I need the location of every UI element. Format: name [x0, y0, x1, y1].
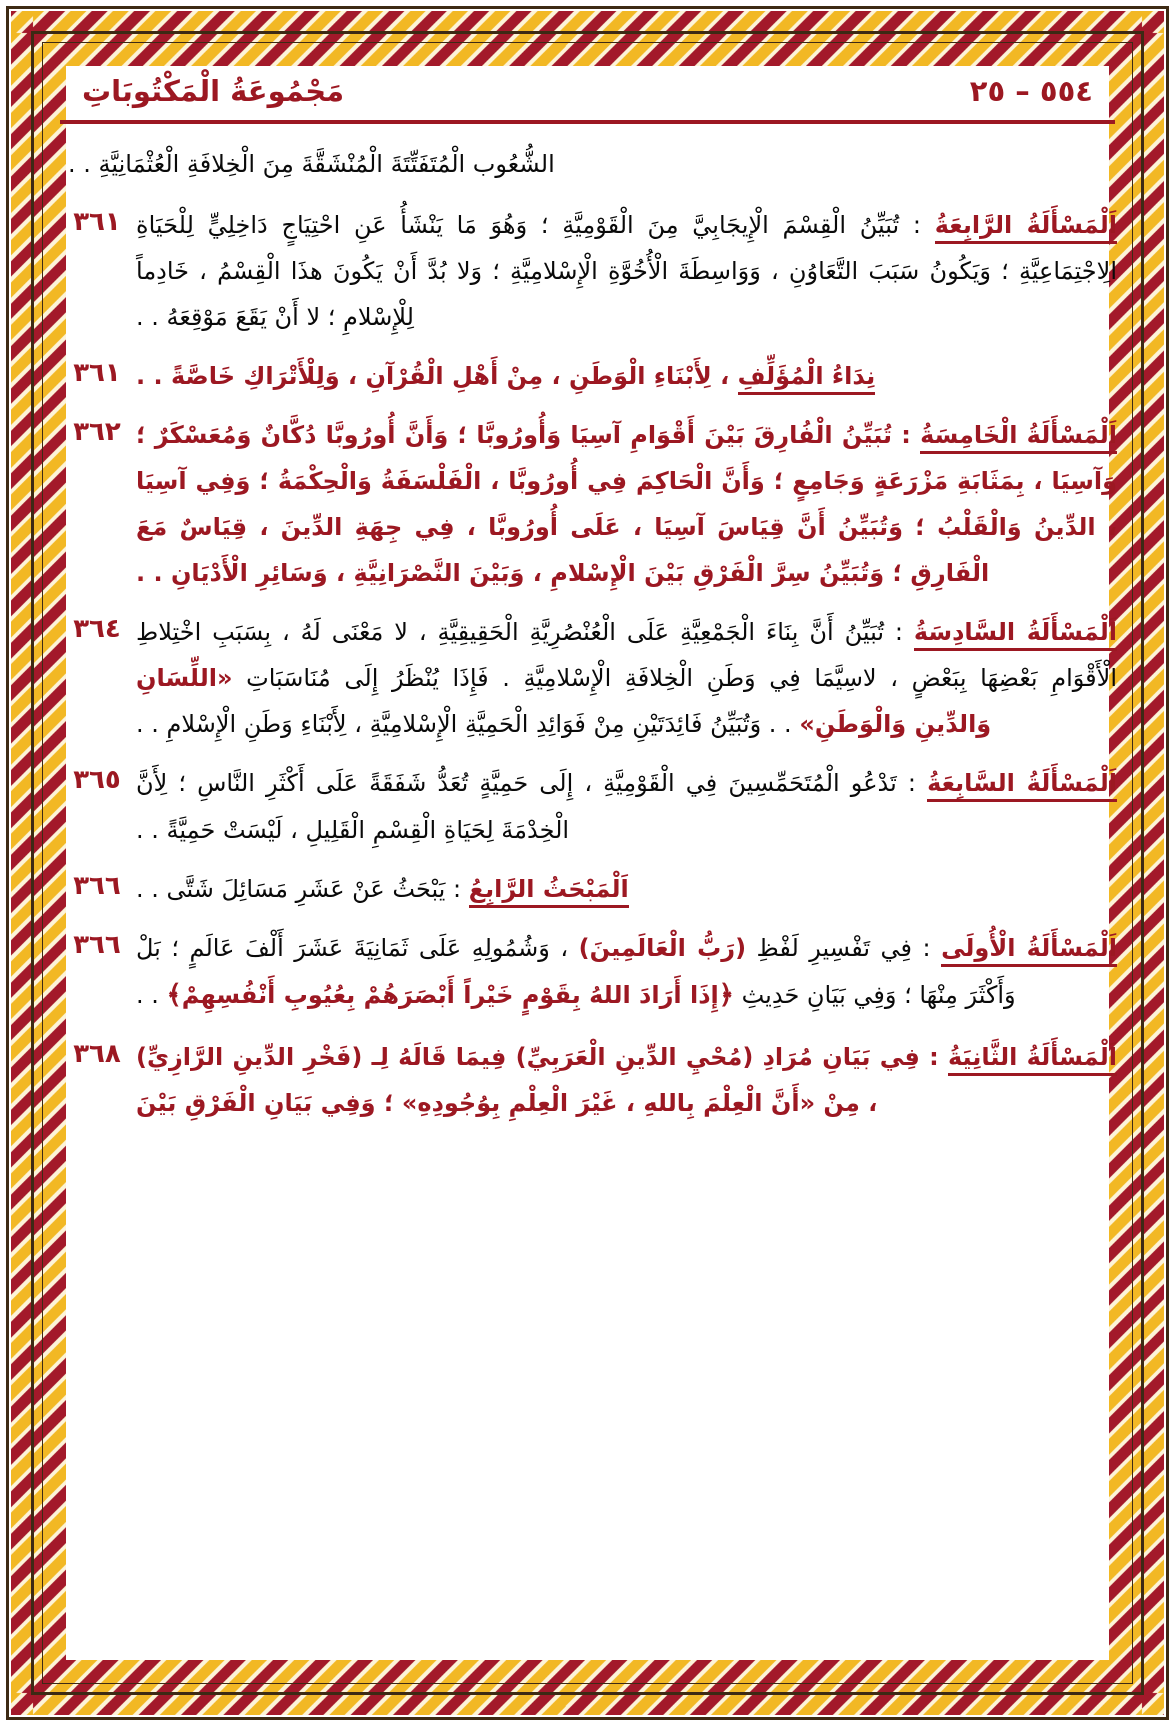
heading-separator: : — [892, 420, 921, 449]
toc-entry-heading: اَلْمَسْأَلَةُ السَّادِسَةُ — [914, 618, 1117, 651]
heading-separator: : — [896, 769, 928, 798]
highlighted-phrase: (رَبُّ الْعَالَمِينَ) — [578, 933, 747, 962]
toc-entry-heading: اَلْمَسْأَلَةُ الرَّابِعَةُ — [935, 211, 1117, 244]
page-content — [52, 50, 1123, 1674]
toc-entry[interactable] — [58, 925, 1117, 1021]
toc-entry-list — [52, 142, 1123, 1126]
toc-entry-page-number: ٣٦١ — [73, 206, 121, 237]
toc-entry-description: تُبَيِّنُ أَنَّ بِنَاءَ الْجَمْعِيَّةِ عَلَى الْعُنْصُرِيَّةِ الْحَقِيقِيَّةِ ، لا مَعْنَى لَهُ ، بِسَبَبِ اخْتِلاطِ الْأَقْوَامِ بَعْضِهَا بِبَعْضٍ ، لاسِيَّمَا فِي وَطَنِ الْخِلافَةِ الْإِسْلامِيَّةِ . فَإِذَا يُنْظَرُ إِلَى مُنَاسَبَاتِ — [136, 618, 1117, 693]
toc-entry-description: فِي تَفْسِيرِ لَفْظِ — [746, 933, 913, 962]
toc-entry[interactable] — [58, 202, 1117, 340]
toc-entry[interactable] — [58, 353, 1117, 399]
toc-entry-heading: اَلْمَبْحَثُ الرَّابِعُ — [469, 875, 629, 908]
toc-entry-page-number: ٣٦٢ — [73, 416, 121, 447]
highlighted-phrase: «اللِّسَانِ وَالدِّينِ وَالْوَطَنِ» — [136, 664, 992, 739]
toc-entry-heading: اَلْمَسْأَلَةُ الثَّانِيَةُ — [948, 1043, 1117, 1076]
page-header — [52, 50, 1123, 108]
toc-entry-text — [136, 1034, 1117, 1126]
toc-entry-description: تَدْعُو الْمُتَحَمِّسِينَ فِي الْقَوْمِيَّةِ ، إِلَى حَمِيَّةٍ تُعَدُّ شَفَقَةً عَلَى أَكْثَرِ النَّاسِ ؛ لِأَنَّ الْخِدْمَةَ لِحَيَاةِ الْقِسْمِ الْقَلِيلِ ، لَيْسَتْ حَمِيَّةً . . — [136, 769, 897, 844]
entries-host — [58, 202, 1117, 1126]
toc-entry-heading: اَلْمَسْأَلَةُ السَّابِعَةُ — [927, 769, 1117, 802]
heading-separator: ، — [711, 361, 738, 390]
heading-separator: : — [884, 618, 914, 647]
toc-entry-page-number: ٣٦٨ — [73, 1038, 121, 1069]
toc-entry-heading: نِدَاءُ الْمُؤَلِّفِ — [738, 362, 876, 395]
heading-separator: : — [912, 933, 942, 962]
toc-entry-text — [136, 412, 1117, 596]
page-number: ٥٥٤ – ٢٥ — [969, 74, 1093, 108]
toc-entry-description-cont: ، وَشُمُولِهِ عَلَى ثَمَانِيَةَ عَشَرَ أَلْفَ عَالَمٍ ؛ بَلْ وَأَكْثَرَ مِنْهَا ؛ وَفِي بَيَانِ حَدِيثِ — [136, 933, 1016, 1009]
toc-entry-heading: اَلْمَسْأَلَةُ الْخَامِسَةُ — [920, 421, 1117, 454]
toc-entry-page-number: ٣٦٤ — [73, 614, 121, 645]
toc-entry-description-end: . . — [136, 980, 167, 1009]
hadith-quote: إِذَا أَرَادَ اللهُ بِقَوْمٍ خَيْراً أَبْصَرَهُمْ بِعُيُوبِ أَنْفُسِهِمْ — [181, 980, 719, 1009]
toc-entry-text — [136, 202, 1117, 340]
toc-entry-text — [136, 925, 1117, 1021]
hadith-close-ornament-icon: ﴾ — [166, 979, 182, 1010]
header-divider-rule — [60, 120, 1115, 124]
toc-entry-text — [136, 353, 1117, 399]
toc-entry-description: تُبَيِّنُ الْفُارِقَ بَيْنَ أَقْوَامِ آسِيَا وَأُورُوبَّا ؛ وَأَنَّ أُورُوبَّا دُكَّانٌ وَمُعَسْكَرٌ ؛ وَآسِيَا ، بِمَثَابَةِ مَزْرَعَةٍ وَجَامِعٍ ؛ وَأَنَّ الْحَاكِمَ فِي أُورُوبَّا ، الْفَلْسَفَةُ وَالْحِكْمَةُ ؛ وَفِي آسِيَا ، الدِّينُ وَالْقَلْبُ ؛ وَتُبَيِّنُ أَنَّ قِيَاسَ آسِيَا ، عَلَى أُورُوبَّا ، فِي جِهَةِ الدِّينَ ، قِيَاسٌ مَعَ الْفَارِقِ ؛ وَتُبَيِّنُ سِرَّ الْفَرْقِ بَيْنَ الْإِسْلامِ ، وَبَيْنَ النَّصْرَانِيَّةِ ، وَسَائِرِ الْأَدْيَانِ . . — [136, 420, 1117, 588]
heading-separator: : — [445, 874, 469, 903]
toc-entry[interactable] — [58, 760, 1117, 852]
toc-entry-description: لِأَبْنَاءِ الْوَطَنِ ، مِنْ أَهْلِ الْقُرْآنِ ، وَلِلْأَتْرَاكِ خَاصَّةً . . — [136, 361, 712, 390]
heading-separator: : — [919, 1042, 948, 1071]
toc-entry[interactable] — [58, 412, 1117, 596]
toc-entry-page-number: ٣٦١ — [73, 357, 121, 388]
toc-entry-text — [136, 760, 1117, 852]
toc-entry[interactable] — [58, 609, 1117, 747]
toc-entry-description: تُبَيِّنُ الْقِسْمَ الْإِيجَابِيَّ مِنَ الْقَوْمِيَّةِ ؛ وَهُوَ مَا يَنْشَأُ عَنِ احْتِيَاجٍ دَاخِلِيٍّ لِلْحَيَاةِ الِاجْتِمَاعِيَّةِ ؛ وَيَكُونُ سَبَبَ التَّعَاوُنِ ، وَوَاسِطَةَ الْأُخُوَّةِ الْإِسْلامِيَّةِ ؛ وَلا بُدَّ أَنْ يَكُونَ هذَا الْقِسْمُ ، خَادِماً لِلْإِسْلامِ ؛ لا أَنْ يَقَعَ مَوْقِعَهُ . . — [136, 210, 1117, 331]
toc-entry-page-number: ٣٦٦ — [73, 870, 121, 901]
toc-entry-heading: اَلْمَسْأَلَةُ الْأُولَى — [941, 934, 1117, 967]
page-title: مَجْمُوعَةُ الْمَكْتُوبَاتِ — [82, 74, 345, 108]
toc-entry-text — [136, 609, 1117, 747]
toc-entry-page-number: ٣٦٦ — [73, 929, 121, 960]
toc-entry[interactable] — [58, 1034, 1117, 1126]
hadith-open-ornament-icon: ﴿ — [718, 979, 734, 1010]
toc-entry-description-cont: . . وَتُبَيِّنُ فَائِدَتَيْنِ مِنْ فَوَائِدِ الْحَمِيَّةِ الْإِسْلامِيَّةِ ، لِأَبْنَاءِ وَطَنِ الْإِسْلامِ . . — [136, 710, 800, 739]
toc-entry-description: يَبْحَثُ عَنْ عَشَرِ مَسَائِلَ شَتَّى . . — [136, 874, 446, 903]
toc-entry[interactable] — [58, 866, 1117, 912]
toc-entry-page-number: ٣٦٥ — [73, 765, 121, 796]
continuation-line: الشُّعُوب الْمُتَفَتِّتَةَ الْمُنْشَقَّةَ مِنَ الْخِلافَةِ الْعُثْمَانِيَّةِ . . — [68, 150, 555, 178]
heading-separator: : — [899, 210, 935, 239]
toc-entry-description: فِي بَيَانِ مُرَادِ (مُحْيِ الدِّينِ الْعَرَبِيِّ) فِيمَا قَالَهُ لِـ (فَخْرِ الدِّينِ الرَّازِيِّ) ، مِنْ «أَنَّ الْعِلْمَ بِاللهِ ، غَيْرَ الْعِلْمِ بِوُجُودِهِ» ؛ وَفِي بَيَانِ الْفَرْقِ بَيْنَ — [136, 1042, 920, 1117]
toc-entry-text — [136, 866, 1117, 912]
